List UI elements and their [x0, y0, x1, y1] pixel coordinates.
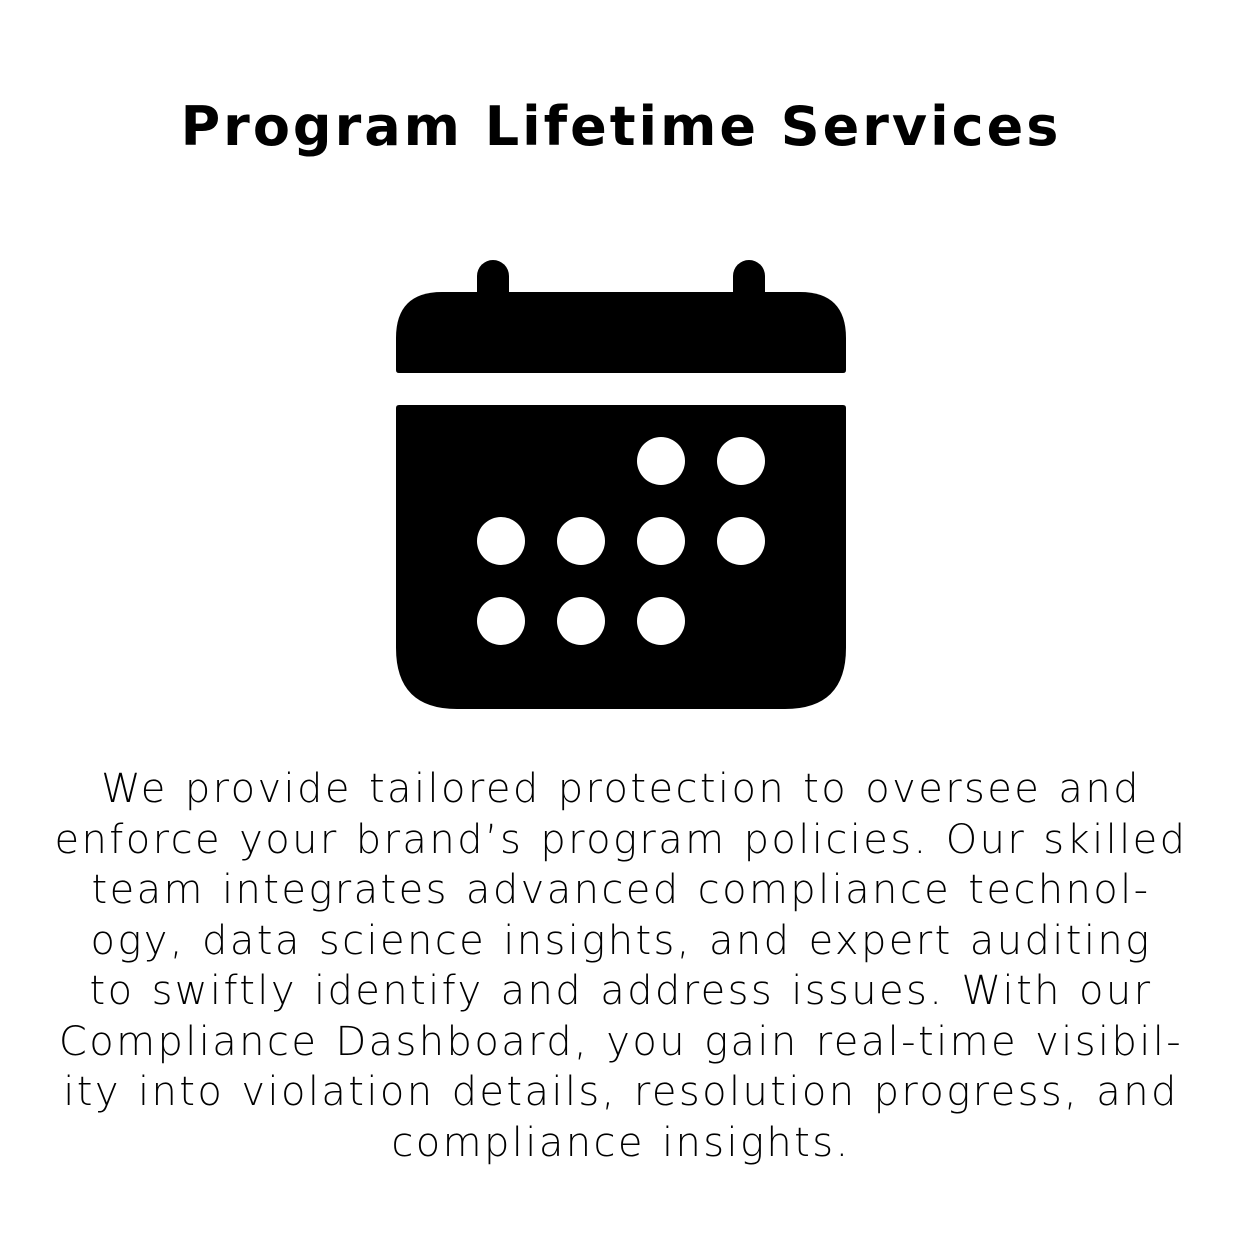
description-line: Compliance Dashboard, you gain real-time visibil-: [58, 1018, 1184, 1065]
description-line: team integrates advanced compliance technol-: [91, 867, 1151, 913]
description-line: ogy, data science insights, and expert auditing: [90, 917, 1152, 964]
description-line: to swiftly identify and address issues. With our: [89, 968, 1153, 1014]
description-line: ity into violation details, resolution progress, and: [63, 1069, 1179, 1115]
calendar-body: [396, 405, 846, 709]
description-line: We provide tailored protection to oversee and: [101, 766, 1141, 812]
description-line: compliance insights.: [391, 1119, 851, 1166]
page-title: Program Lifetime Services: [180, 95, 1062, 158]
service-description: [40, 764, 1202, 1168]
calendar-header: [396, 292, 846, 373]
description-line: enforce your brand’s program policies. Our skilled: [54, 816, 1188, 863]
calendar-icon: [396, 260, 846, 710]
